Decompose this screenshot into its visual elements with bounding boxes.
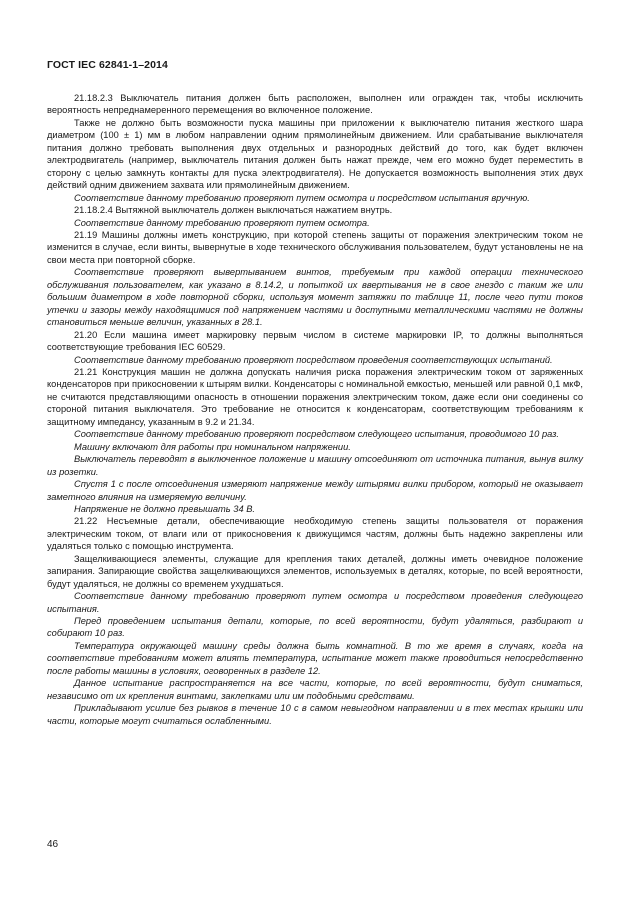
test-step: Прикладывают усилие без рывков в течение 10 с в самом невыгодном направлении и в тех местах крышки или части, которые могут считаться ослабленными.	[47, 703, 583, 726]
paragraph-21-18-2-4: 21.18.2.4 Вытяжной выключатель должен выключаться нажатием внутрь.	[74, 205, 393, 216]
page-number: 46	[47, 839, 59, 850]
compliance-note: Соответствие данному требованию проверяют путем осмотра и посредством испытания вручную.	[74, 192, 530, 203]
compliance-note: Соответствие данному требованию проверяют посредством следующего испытания, проводимого 10 раз.	[74, 429, 559, 440]
compliance-note: Соответствие данному требованию проверяют путем осмотра и посредством проведения следующего испытания.	[47, 591, 583, 614]
paragraph-21-22: 21.22 Несъемные детали, обеспечивающие необходимую степень защиты пользователя от поражения электрическим током, от влаги или от прикосновения к движущимся частям, должны быть надежно закреплены или удаляться только с помощью инструмента.	[47, 516, 583, 552]
document-header: ГОСТ IEC 62841-1–2014	[47, 59, 168, 71]
paragraph: Защелкивающиеся элементы, служащие для крепления таких деталей, должны иметь очевидное положение запирания. Запирающие свойства защелкивающихся элементов, используемых в деталях, которые, по всей вероятности, будут удаляться, не должны со временем ухудшаться.	[47, 553, 583, 589]
compliance-note: Соответствие данному требованию проверяют путем осмотра.	[74, 217, 370, 228]
compliance-note: Соответствие данному требованию проверяют посредством проведения соответствующих испытаний.	[74, 354, 553, 365]
test-step: Перед проведением испытания детали, которые, по всей вероятности, будут удаляться, разбирают и собирают 10 раз.	[47, 616, 583, 639]
test-step: Напряжение не должно превышать 34 В.	[74, 503, 255, 514]
test-step: Температура окружающей машину среды должна быть комнатной. В то же время в случаях, когда на соответствие требованиям может влиять температура, испытание может также проводиться непосредственно после работы машины в условиях, оговоренных в разделе 12.	[47, 640, 583, 676]
test-step: Машину включают для работы при номинальном напряжении.	[74, 441, 351, 452]
test-step: Спустя 1 с после отсоединения измеряют напряжение между штырями вилки прибором, который не оказывает заметного влияния на измеряемую величину.	[47, 479, 583, 502]
test-step: Выключатель переводят в выключенное положение и машину отсоединяют от источника питания, вынув вилку из розетки.	[47, 454, 583, 477]
paragraph: Также не должно быть возможности пуска машины при приложении к выключателю питания жесткого шара диаметром (100 ± 1) мм в любом направлении одним прямолинейным движением. Или срабатывание выключателя питания должно требовать выполнения двух отдельных и разнородных действий до того, как будет включен электродвигатель (например, выключатель питания должен быть нажат прежде, чем его можно будет переместить в сторону с целью замкнуть контакты для пуска электродвигателя). Не допускается возможность выполнения этих двух действий одним движением захвата или прямолинейным движением.	[47, 117, 583, 191]
test-step: Данное испытание распространяется на все части, которые, по всей вероятности, будут сниматься, независимо от их крепления винтами, заклепками или им подобными средствами.	[47, 678, 583, 701]
paragraph-21-21: 21.21 Конструкция машин не должна допускать наличия риска поражения электрическим током от заряженных конденсаторов при прикосновении к штырям вилки. Конденсаторы с номинальной емкостью, меньшей или равной 0,1 мкФ, не считаются представляющими опасность в отношении поражения электрическим током, даже если они соединены со стороной питания выключателя. Это требование не относится к конденсаторам, соответствующим требованиям к защитному импедансу, указанным в 9.2 и 21.34.	[47, 366, 583, 427]
paragraph-21-18-2-3: 21.18.2.3 Выключатель питания должен быть расположен, выполнен или огражден так, чтобы исключить вероятность непреднамеренного перемещения во включенное положение.	[47, 93, 583, 116]
compliance-note: Соответствие проверяют вывертыванием винтов, требуемым при каждой операции технического обслуживания пользователем, как указано в 8.14.2, и попыткой их ввертывания не в свое гнездо с таким же или большим диаметром в ходе повторной сборки, используя момент затяжки по таблице 11, после чего пути токов утечки и зазоры между находящимися под напряжением частями и доступными металлическими частями не должны становиться меньше величин, указанных в 28.1.	[47, 267, 583, 328]
document-body	[47, 92, 583, 727]
paragraph-21-19: 21.19 Машины должны иметь конструкцию, при которой степень защиты от поражения электрическим током не изменится в случае, если винты, вывернутые в ходе технического обслуживания пользователем, будут установлены не на свои места при повторной сборке.	[47, 229, 583, 265]
paragraph-21-20: 21.20 Если машина имеет маркировку первым числом в системе маркировки IP, то должны выполняться соответствующие требования IEC 60529.	[47, 329, 583, 353]
